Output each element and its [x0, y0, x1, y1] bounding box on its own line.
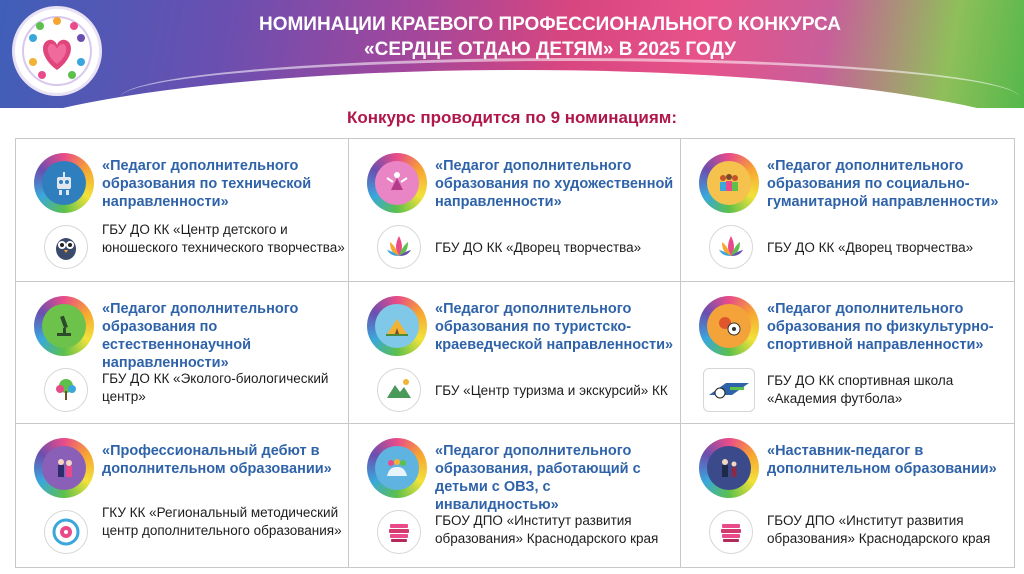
contest-logo — [12, 6, 102, 96]
heart-logo-icon — [20, 14, 94, 88]
organization-name: ГБУ ДО КК «Дворец творчества» — [435, 240, 642, 255]
nomination-title: «Наставник-педагог в дополнительном образовании» — [767, 443, 997, 477]
books-logo-icon — [377, 510, 421, 554]
organization-name: ГКУ КК «Региональный методический центр дополнительного образования» — [102, 505, 342, 538]
tree-logo-icon — [44, 368, 88, 412]
nomination-card — [681, 424, 1014, 567]
organization-name: ГБУ ДО КК «Дворец творчества» — [767, 240, 974, 255]
organization-name: ГБОУ ДПО «Институт развития образования» Краснодарского края — [767, 513, 991, 546]
mountain-logo-icon — [377, 368, 421, 412]
nomination-card — [681, 282, 1014, 424]
title-line-2: «СЕРДЦЕ ОТДАЮ ДЕТЯМ» В 2025 ГОДУ — [364, 39, 736, 60]
nomination-title: «Педагог дополнительного образования по социально-гуманитарной направленности» — [767, 158, 999, 210]
dance-icon — [367, 153, 427, 213]
nomination-card — [349, 424, 681, 567]
nomination-card — [349, 282, 681, 424]
nomination-card — [681, 139, 1014, 282]
nomination-title: «Профессиональный дебют в дополнительном образовании» — [102, 443, 332, 477]
robot-icon — [34, 153, 94, 213]
lotus-logo-icon — [709, 225, 753, 269]
organization-name: ГБУ ДО КК «Эколого-биологический центр» — [102, 371, 329, 404]
page-title — [170, 12, 930, 62]
owl-logo-icon — [44, 225, 88, 269]
nomination-title: «Педагог дополнительного образования, работающий с детьми с ОВЗ, с инвалидностью» — [435, 443, 641, 513]
lotus-logo-icon — [377, 225, 421, 269]
nomination-card — [16, 139, 349, 282]
balls-icon — [699, 296, 759, 356]
football-logo-icon — [703, 368, 755, 412]
tent-icon — [367, 296, 427, 356]
organization-name: ГБУ ДО КК спортивная школа «Академия футбола» — [767, 373, 954, 406]
teacher-icon — [34, 438, 94, 498]
center-logo-icon — [44, 510, 88, 554]
nomination-title: «Педагог дополнительного образования по технической направленности» — [102, 158, 312, 210]
organization-name: ГБУ ДО КК «Центр детского и юношеского технического творчества» — [102, 222, 345, 255]
nomination-title: «Педагог дополнительного образования по туристско-краеведческой направленности» — [435, 301, 674, 353]
nomination-title: «Педагог дополнительного образования по художественной направленности» — [435, 158, 674, 210]
children-icon — [699, 153, 759, 213]
organization-name: ГБУ «Центр туризма и экскурсий» КК — [435, 383, 668, 398]
books-logo-icon — [709, 510, 753, 554]
nomination-card — [349, 139, 681, 282]
page-subtitle: Конкурс проводится по 9 номинациям: — [347, 108, 677, 127]
mentor-icon — [699, 438, 759, 498]
organization-name: ГБОУ ДПО «Институт развития образования» Краснодарского края — [435, 513, 659, 546]
nomination-title: «Педагог дополнительного образования по естественнонаучной направленности» — [102, 301, 299, 371]
nomination-title: «Педагог дополнительного образования по физкультурно-спортивной направленности» — [767, 301, 994, 353]
nomination-card — [16, 424, 349, 567]
nomination-card — [16, 282, 349, 424]
title-line-1: НОМИНАЦИИ КРАЕВОГО ПРОФЕССИОНАЛЬНОГО КОНКУРСА — [258, 14, 841, 35]
microscope-icon — [34, 296, 94, 356]
inclusion-icon — [367, 438, 427, 498]
nominations-grid — [15, 138, 1015, 568]
